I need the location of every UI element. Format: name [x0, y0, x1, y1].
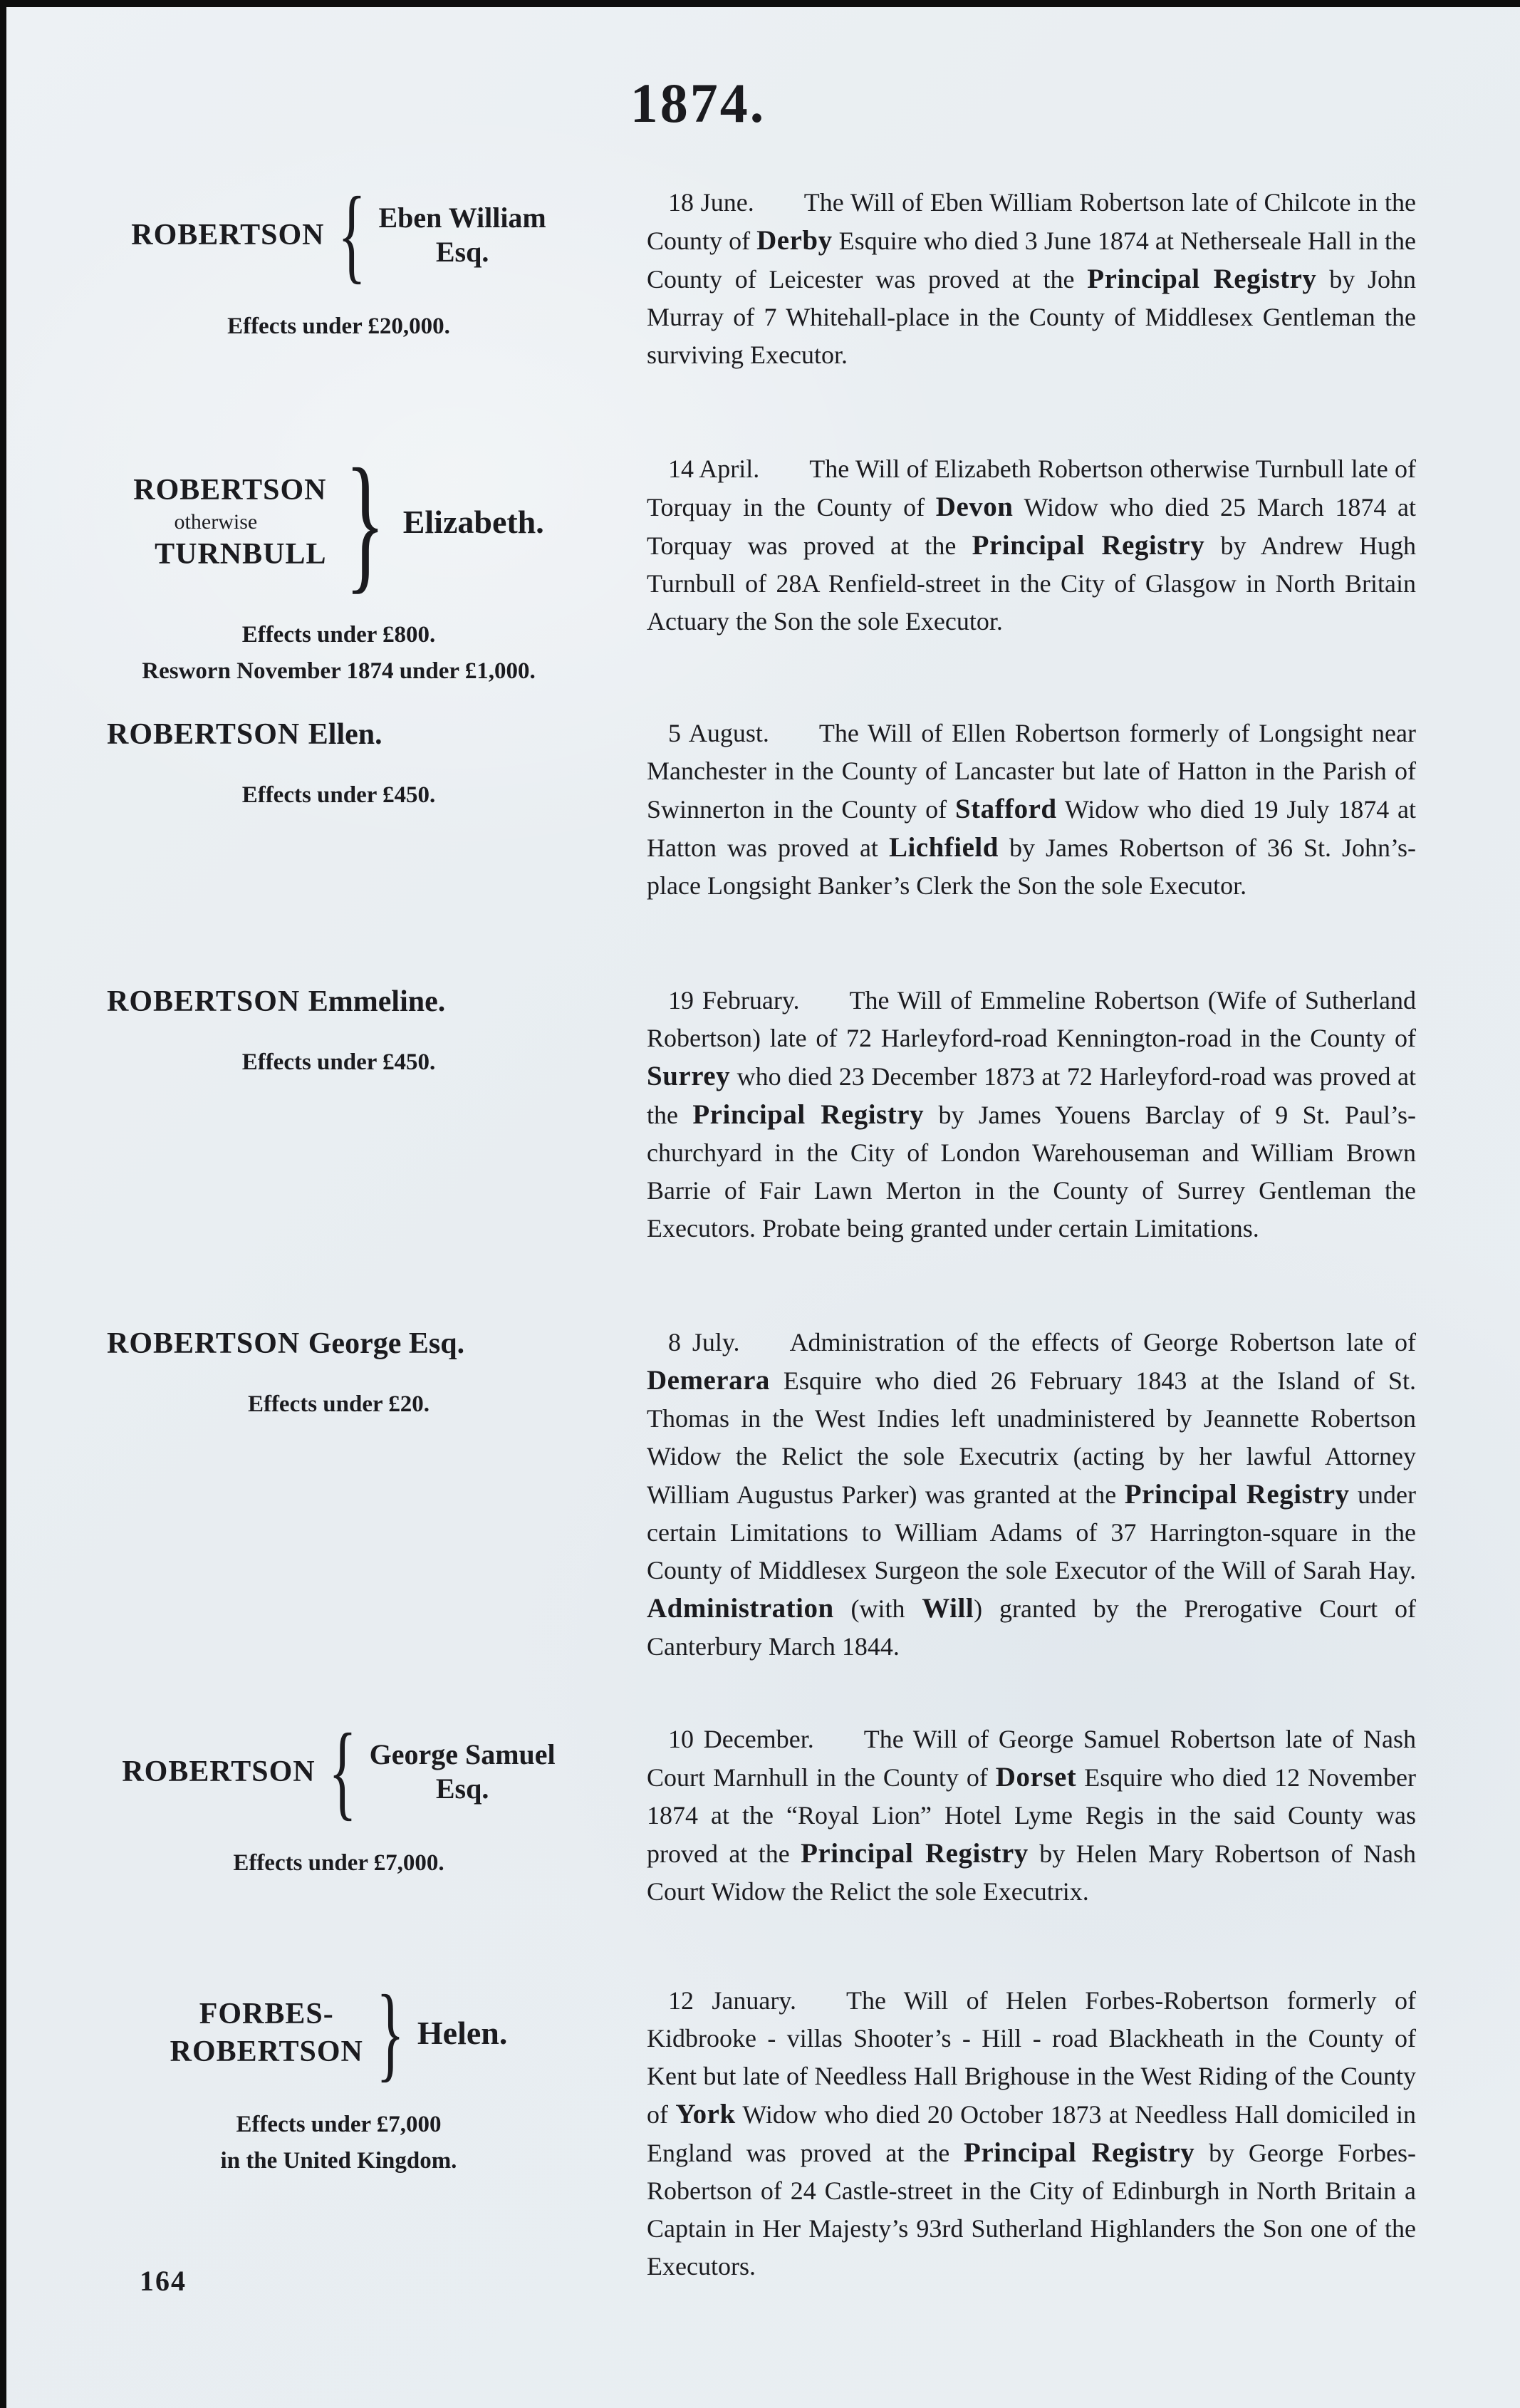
body-run: York — [675, 2099, 736, 2129]
surname-text — [133, 472, 326, 574]
body-run: Principal Registry — [1087, 264, 1317, 294]
surname-text: ROBERTSON — [107, 1327, 301, 1360]
entry-row — [63, 982, 1416, 1247]
given-name: Elizabeth. — [402, 504, 544, 541]
body-run: The Will of Helen Forbes-Robertson formerly of Kidbrooke - villas Shooter’s - Hill - road Blackheath in the County of Kent but late of Needless Hall Brighouse in the West Riding of the County of — [647, 1986, 1416, 2129]
body-run: Esquire who died 12 November 1874 at the “Royal Lion” Hotel Lyme Regis in the said County was proved at the — [647, 1763, 1416, 1868]
surname-text: ROBERTSON — [131, 218, 325, 251]
body-run: Demerara — [647, 1365, 770, 1396]
body-run: Surrey — [647, 1061, 731, 1091]
page-number: 164 — [140, 2265, 187, 2297]
entry-label — [63, 1712, 615, 1830]
effects-line: Effects under £7,000 — [236, 2112, 442, 2137]
brace-glyph: } — [376, 1973, 405, 2092]
body-run: Widow who died 19 July 1874 at Hatton was proved at — [647, 795, 1416, 862]
body-run: Will — [922, 1593, 974, 1624]
entry-label-cell — [63, 982, 615, 1247]
body-run: The Will of Ellen Robertson formerly of Longsight near Manchester in the County of Lancaster but late of Hatton in the Parish of Swinnerton in the County of — [647, 719, 1416, 824]
effects-line: Effects under £800. — [241, 621, 436, 648]
body-run: by George Forbes-Robertson of 24 Castle-street in the City of Edinburgh in North Britain a Captain in Her Majesty’s 93rd Sutherland Highlanders the Son one of the Executors. — [647, 2139, 1416, 2280]
surname-text — [170, 1996, 363, 2070]
body-run: The Will of Elizabeth Robertson otherwise Turnbull late of Torquay in the County of — [647, 455, 1416, 521]
entry-body — [647, 184, 1416, 374]
effects-note — [63, 617, 615, 690]
body-run: Dorset — [995, 1762, 1077, 1792]
body-run: ) granted by the Prerogative Court of Canterbury March 1844. — [647, 1594, 1416, 1661]
effects-note — [63, 1386, 615, 1423]
entry-date: 14 April. — [668, 455, 760, 483]
surname-line: otherwise — [174, 510, 258, 534]
entry-label — [63, 717, 615, 752]
body-run: by Andrew Hugh Turnbull of 28A Renfield-street in the City of Glasgow in North Britain Actuary the Son the sole Executor. — [647, 531, 1416, 635]
surname-text: ROBERTSON — [107, 718, 301, 751]
effects-line: Effects under £450. — [241, 1049, 436, 1075]
given-name-line: Eben William — [378, 201, 546, 234]
entry-row — [63, 1973, 1416, 2285]
surname-line: TURNBULL — [155, 537, 327, 571]
entry-label-cell — [63, 1324, 615, 1666]
entry-row — [63, 715, 1416, 905]
effects-line: in the United Kingdom. — [220, 2148, 457, 2174]
entry-body — [647, 450, 1416, 690]
entry-label — [63, 1973, 615, 2092]
entry-body — [647, 1721, 1416, 1911]
entry-row — [63, 1712, 1416, 1911]
surname-line: ROBERTSON — [170, 2035, 363, 2068]
body-run: The Will of George Samuel Robertson late of Nash Court Marnhull in the County of — [647, 1725, 1416, 1792]
effects-line: Resworn November 1874 under £1,000. — [142, 658, 536, 684]
body-run: by Helen Mary Robertson of Nash Court Widow the Relict the sole Executrix. — [647, 1839, 1416, 1906]
entry-label-cell — [63, 1712, 615, 1911]
entry-label-cell — [63, 715, 615, 905]
given-name — [370, 1738, 556, 1806]
body-run: Principal Registry — [692, 1099, 925, 1130]
entry-label-cell — [63, 437, 615, 690]
entry-label — [63, 985, 615, 1019]
entry-date: 18 June. — [668, 188, 754, 217]
body-run: Principal Registry — [964, 2137, 1195, 2168]
entry-date: 19 February. — [668, 986, 800, 1014]
body-run: Widow who died 25 March 1874 at Torquay was proved at the — [647, 493, 1416, 560]
body-run: Principal Registry — [972, 530, 1205, 561]
body-run: The Will of Emmeline Robertson (Wife of Sutherland Robertson) late of 72 Harleyford-road Kennington-road in the County of — [647, 986, 1416, 1052]
body-run: by James Robertson of 36 St. John’s-place Longsight Banker’s Clerk the Son the sole Executor. — [647, 834, 1416, 900]
brace-glyph: } — [344, 437, 385, 607]
effects-line: Effects under £20,000. — [227, 313, 450, 339]
effects-line: Effects under £7,000. — [233, 1850, 444, 1876]
given-name: George Esq. — [308, 1327, 465, 1360]
entry-label — [63, 1327, 615, 1361]
entry-label-cell — [63, 175, 615, 374]
body-run: by James Youens Barclay of 9 St. Paul’s-churchyard in the City of London Warehouseman and William Brown Barrie of Fair Lawn Merton in the County of Surrey Gentleman the Executors. Probate being granted under certain Limitations. — [647, 1101, 1416, 1242]
body-run: who died 23 December 1873 at 72 Harleyford-road was proved at the — [647, 1062, 1416, 1129]
entry-date: 10 December. — [668, 1725, 814, 1753]
effects-line: Effects under £450. — [241, 782, 436, 808]
given-name-line: Esq. — [435, 1772, 489, 1805]
given-name: Helen. — [417, 2015, 508, 2051]
entry-label-cell — [63, 1973, 615, 2285]
effects-note — [63, 777, 615, 814]
body-run: Principal Registry — [801, 1838, 1029, 1869]
body-run: Derby — [756, 225, 833, 256]
body-run: Widow who died 20 October 1873 at Needless Hall domiciled in England was proved at the — [647, 2100, 1416, 2167]
entry-body — [647, 715, 1416, 905]
entry-date: 5 August. — [668, 719, 769, 747]
surname-text: ROBERTSON — [107, 985, 301, 1018]
effects-note — [63, 308, 615, 345]
given-name-line: Esq. — [435, 235, 489, 268]
brace-glyph: { — [328, 1712, 357, 1830]
body-run: under certain Limitations to William Adams of 37 Harrington-square in the County of Middlesex Surgeon the sole Executor of the Will of Sarah Hay. — [647, 1480, 1416, 1584]
given-name — [379, 201, 546, 269]
body-run: Esquire who died 3 June 1874 at Netherseale Hall in the County of Leicester was proved at the — [647, 227, 1416, 294]
surname-text: ROBERTSON — [122, 1755, 316, 1788]
entry-date: 12 January. — [668, 1986, 796, 2015]
body-run: by John Murray of 7 Whitehall-place in the County of Middlesex Gentleman the surviving Executor. — [647, 265, 1417, 369]
given-name: Emmeline. — [308, 985, 446, 1018]
entry-body — [647, 1324, 1416, 1666]
entry-label — [63, 437, 615, 607]
entry-row — [63, 175, 1417, 374]
body-run: Esquire who died 26 February 1843 at the Island of St. Thomas in the West Indies left unadministered by Jeannette Robertson Widow the Relict the sole Executrix (acting by her lawful Attorney William Augustus Parker) was granted at the — [647, 1366, 1416, 1509]
surname-line: ROBERTSON — [133, 473, 327, 507]
body-run: The Will of Eben William Robertson late of Chilcote in the County of — [647, 188, 1416, 255]
scan-edge-top — [0, 0, 1520, 7]
surname-line: FORBES- — [199, 1998, 334, 2030]
entry-body — [647, 1982, 1416, 2285]
body-run: Stafford — [954, 794, 1057, 824]
brace-glyph: { — [337, 175, 366, 294]
given-name: Ellen. — [308, 718, 382, 751]
given-name-line: George Samuel — [369, 1738, 556, 1770]
entry-label — [63, 175, 615, 294]
body-run: Lichfield — [888, 832, 999, 863]
scan-edge-left — [0, 0, 6, 2408]
entry-body — [647, 982, 1416, 1247]
effects-note — [63, 1044, 615, 1081]
entry-date: 8 July. — [668, 1328, 740, 1356]
entry-row — [63, 1324, 1416, 1666]
body-run: Devon — [935, 492, 1014, 522]
effects-note — [63, 2107, 615, 2179]
effects-note — [63, 1845, 615, 1882]
body-run: Principal Registry — [1124, 1479, 1350, 1510]
entry-row — [63, 437, 1416, 690]
body-run: Administration of the effects of George Robertson late of — [789, 1328, 1416, 1356]
body-run: (with — [833, 1594, 922, 1623]
body-run: Administration — [647, 1593, 834, 1624]
year-heading: 1874. — [630, 72, 766, 134]
effects-line: Effects under £20. — [247, 1391, 430, 1417]
